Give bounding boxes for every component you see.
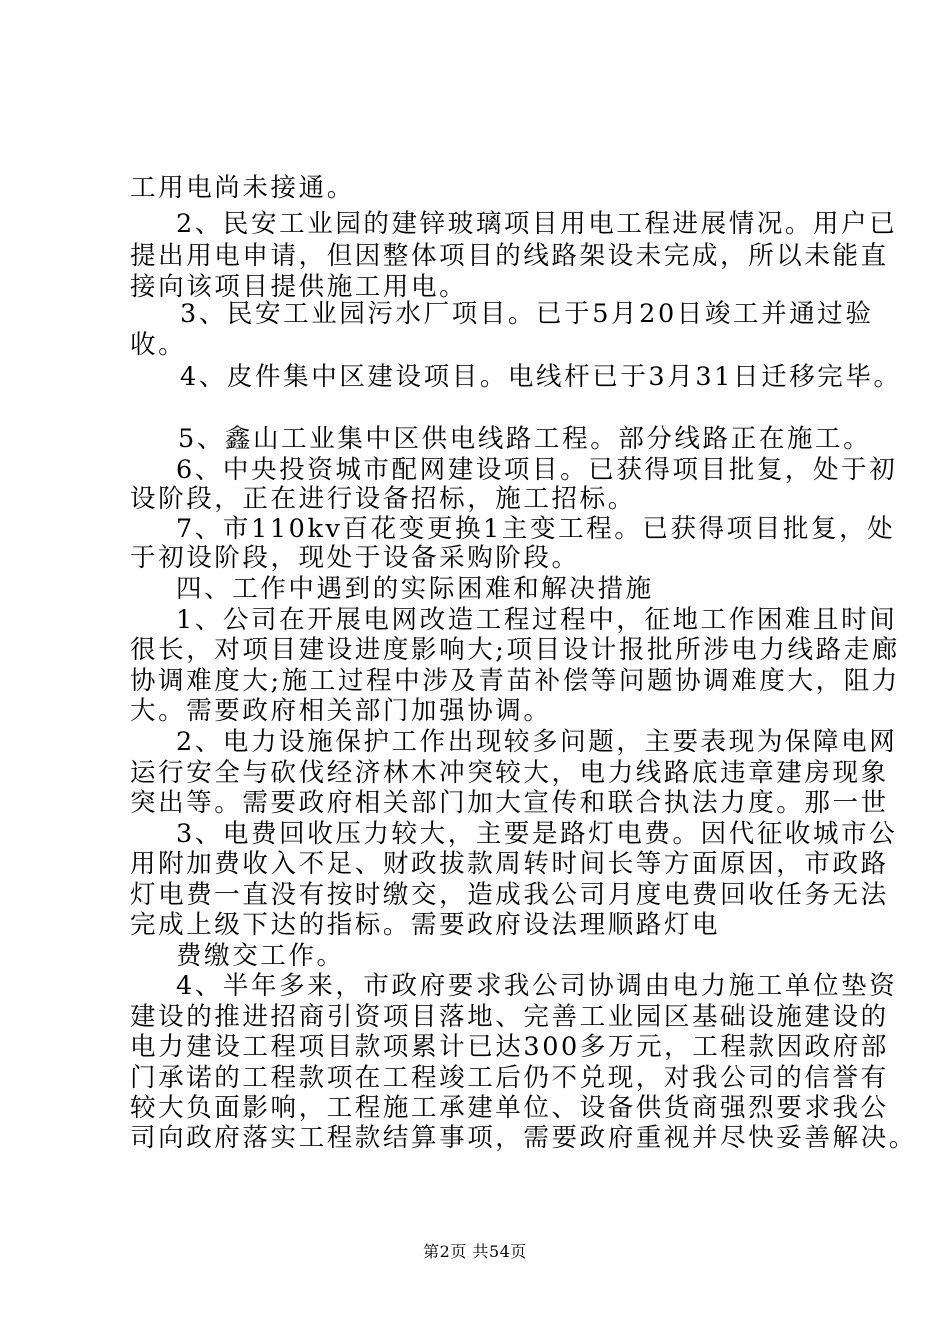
text-line: 较大负面影响，工程施工承建单位、设备供货商强烈要求我公 (130, 1093, 889, 1123)
text-line: 2、电力设施保护工作出现较多问题，主要表现为保障电网 (176, 727, 898, 757)
text-line: 提出用电申请，但因整体项目的线路架设未完成，所以未能直 (130, 241, 889, 271)
text-line: 5、鑫山工业集中区供电线路工程。部分线路正在施工。 (178, 424, 872, 454)
text-line: 于初设阶段，现处于设备采购阶段。 (130, 543, 580, 573)
text-line: 3、民安工业园污水厂项目。已于5月20日竣工并通过验 (180, 299, 874, 329)
page-number-footer: 第2页 共54页 (423, 1242, 527, 1261)
text-line: 很长，对项目建设进度影响大;项目设计报批所涉电力线路走廊 (130, 635, 900, 665)
text-line: 收。 (130, 330, 187, 360)
text-line: 运行安全与砍伐经济林木冲突较大，电力线路底违章建房现象 (130, 758, 889, 788)
text-line: 大。需要政府相关部门加强协调。 (130, 696, 552, 726)
text-line: 4、皮件集中区建设项目。电线杆已于3月31日迁移完毕。 (180, 362, 902, 392)
text-line: 4、半年多来，市政府要求我公司协调由电力施工单位垫资 (176, 971, 898, 1001)
text-line: 设阶段，正在进行设备招标，施工招标。 (130, 484, 636, 514)
text-line: 灯电费一直没有按时缴交，造成我公司月度电费回收任务无法 (130, 880, 889, 910)
text-line: 7、市110kv百花变更换1主变工程。已获得项目批复，处 (176, 514, 896, 544)
text-line: 四、工作中遇到的实际困难和解决措施 (176, 574, 654, 604)
text-line: 协调难度大;施工过程中涉及青苗补偿等问题协调难度大，阻力 (130, 666, 900, 696)
text-line: 1、公司在开展电网改造工程过程中，征地工作困难且时间 (176, 605, 898, 635)
text-line: 司向政府落实工程款结算事项，需要政府重视并尽快妥善解决。 (130, 1123, 917, 1153)
text-line: 电力建设工程项目款项累计已达300多万元，工程款因政府部 (130, 1032, 889, 1062)
text-line: 2、民安工业园的建锌玻璃项目用电工程进展情况。用户已 (176, 209, 898, 239)
text-line: 用附加费收入不足、财政拔款周转时间长等方面原因，市政路 (130, 849, 889, 879)
text-line: 建设的推进招商引资项目落地、完善工业园区基础设施建设的 (130, 1002, 889, 1032)
text-line: 工用电尚未接通。 (130, 173, 355, 203)
text-line: 3、电费回收压力较大，主要是路灯电费。因代征收城市公 (176, 819, 898, 849)
text-line: 突出等。需要政府相关部门加大宣传和联合执法力度。那一世 (130, 788, 889, 818)
text-line: 门承诺的工程款项在工程竣工后仍不兑现，对我公司的信誉有 (130, 1063, 889, 1093)
text-line: 接向该项目提供施工用电。 (130, 272, 468, 302)
text-line: 完成上级下达的指标。需要政府设法理顺路灯电 (130, 910, 721, 940)
text-line: 费缴交工作。 (176, 941, 345, 971)
text-line: 6、中央投资城市配网建设项目。已获得项目批复，处于初 (176, 455, 898, 485)
